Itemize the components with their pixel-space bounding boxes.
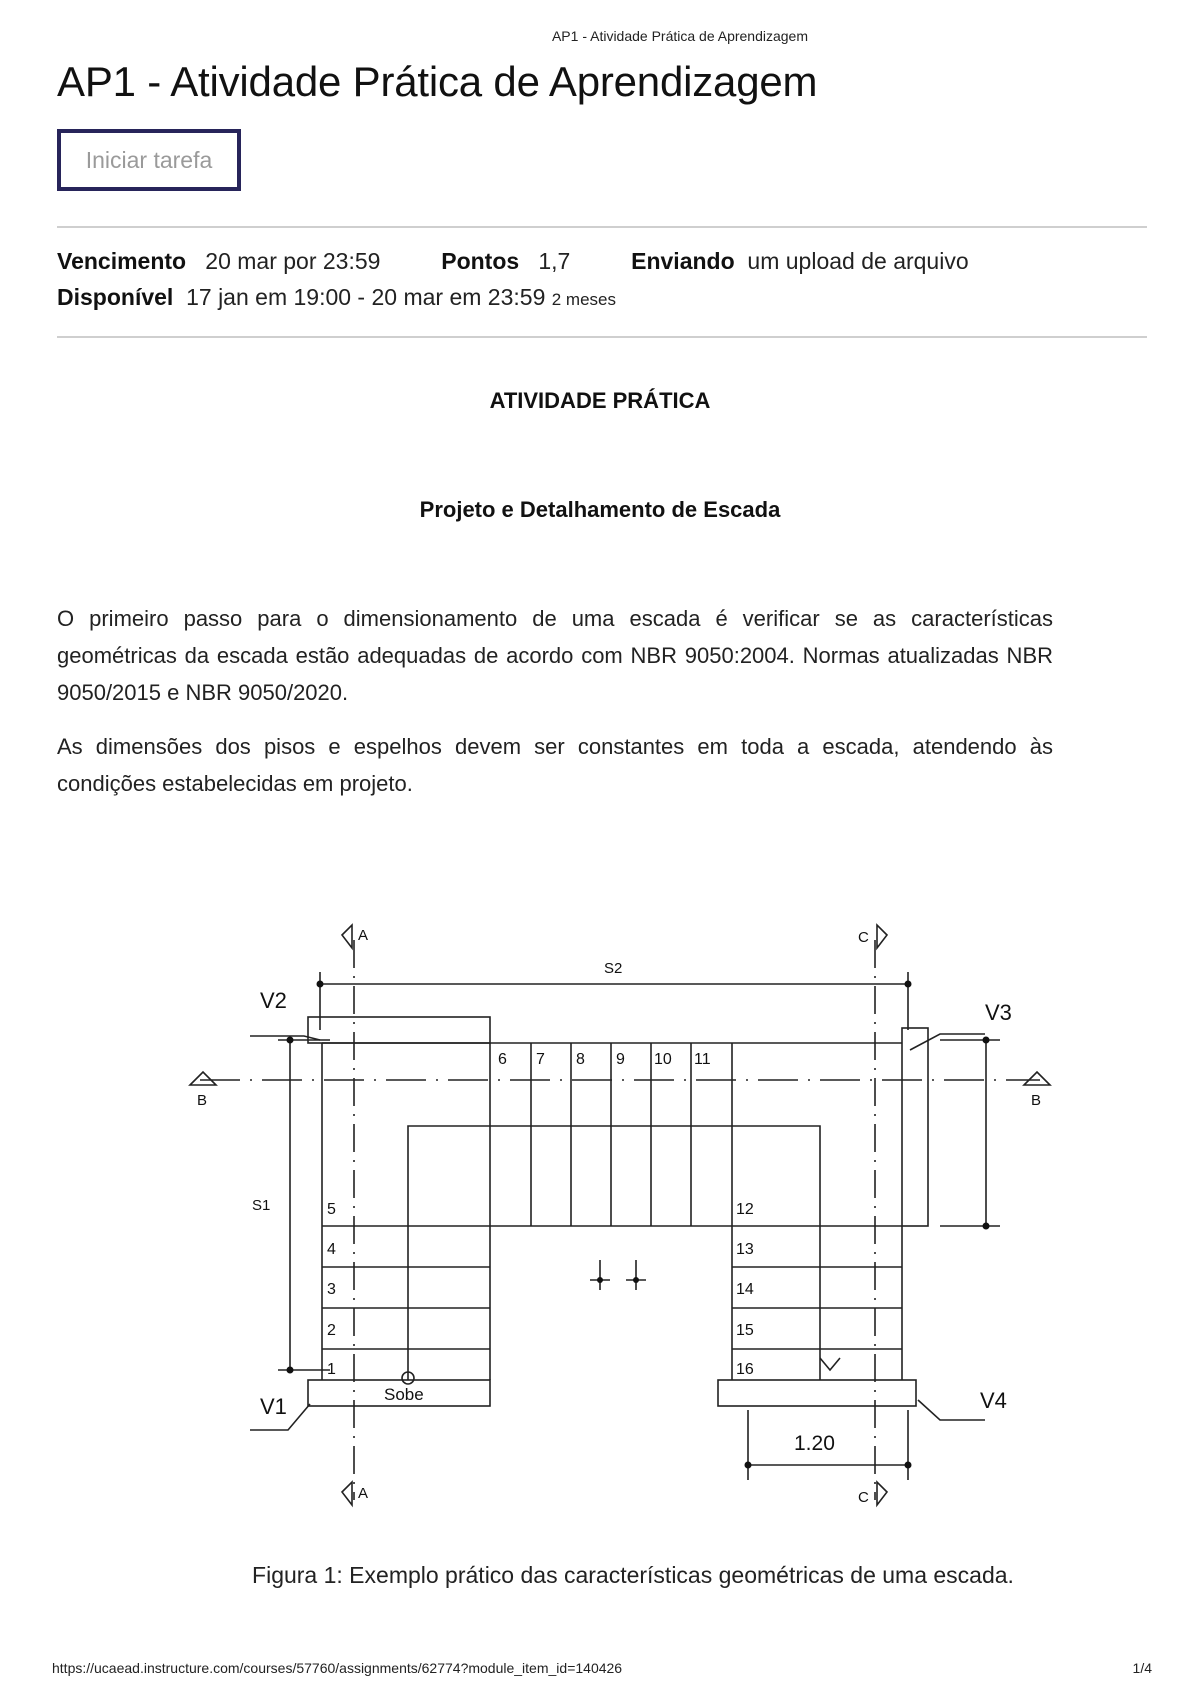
label-sobe: Sobe [384,1385,424,1404]
step-number: 5 [327,1201,336,1218]
label-v2: V2 [260,988,287,1013]
beam-v3-rect [902,1028,928,1226]
due-label: Vencimento [57,248,187,274]
label-a-top: A [358,927,369,944]
section-a-bottom-marker [342,1482,352,1505]
section-a-top-marker [342,925,352,948]
section-heading: ATIVIDADE PRÁTICA [489,388,711,413]
divider-bottom [57,336,1147,338]
section-c-bottom-marker [877,1482,887,1505]
assignment-meta-row-1 [57,248,969,275]
label-s2: S2 [604,960,623,977]
label-dimension-120: 1.20 [794,1432,835,1455]
start-task-button[interactable]: Iniciar tarefa [57,129,241,191]
step-number: 2 [327,1322,336,1339]
step-number: 12 [736,1201,754,1218]
label-c-bottom: C [858,1489,869,1506]
points-label: Pontos [441,248,520,274]
browser-print-header: AP1 - Atividade Prática de Aprendizagem [551,28,809,44]
step-number: 11 [694,1051,711,1068]
step-number: 8 [576,1051,585,1068]
submitting-label: Enviando [631,248,735,274]
staircase-plan-figure [170,880,1070,1540]
figure-caption: Figura 1: Exemplo prático das características geométricas de uma escada. [252,1562,1014,1588]
section-b-right-marker [1024,1072,1050,1085]
label-s1: S1 [252,1197,271,1214]
label-c-top: C [858,929,869,946]
available-value: 17 jan em 19:00 - 20 mar em 23:59 [186,284,546,310]
section-c-top-marker [877,925,887,948]
page-title: AP1 - Atividade Prática de Aprendizagem [57,58,818,105]
beam-v4-rect [718,1380,916,1406]
paragraph-1: O primeiro passo para o dimensionamento de uma escada é verificar se as características geométricas da escada estão adequadas de acordo com NBR 9050:2004. Normas atualizadas NBR 9050/2015 e NBR 9050/2020. [57,606,1053,705]
label-b-right: B [1031,1092,1042,1109]
step-number: 13 [736,1241,754,1258]
footer-page-number: 1/4 [1132,1660,1152,1676]
footer-url: https://ucaead.instructure.com/courses/57760/assignments/62774?module_item_id=140426 [52,1660,623,1676]
step-number: 16 [736,1361,754,1378]
label-v3: V3 [985,1000,1012,1025]
label-b-left: B [197,1092,208,1109]
points-value: 1,7 [538,248,571,274]
step-number: 14 [736,1281,754,1298]
label-v1: V1 [260,1394,287,1419]
step-number: 7 [536,1051,545,1068]
section-b-left-marker [190,1072,216,1085]
step-number: 6 [498,1051,507,1068]
label-v4: V4 [980,1388,1007,1413]
label-a-bottom: A [358,1485,369,1502]
assignment-meta-row-2 [57,284,616,311]
step-number: 4 [327,1241,336,1258]
step-number: 15 [736,1322,754,1339]
section-subheading: Projeto e Detalhamento de Escada [419,497,781,522]
beam-v2-rect [308,1017,490,1043]
step-number: 3 [327,1281,336,1298]
divider-top [57,226,1147,228]
available-duration: 2 meses [551,290,616,309]
available-label: Disponível [57,284,174,310]
due-value: 20 mar por 23:59 [205,248,381,274]
paragraph-2: As dimensões dos pisos e espelhos devem ser constantes em toda a escada, atendendo às condições estabelecidas em projeto. [57,734,1053,796]
step-number: 1 [327,1361,336,1378]
step-number: 9 [616,1051,625,1068]
step-number: 10 [654,1051,672,1068]
submitting-value: um upload de arquivo [747,248,969,274]
